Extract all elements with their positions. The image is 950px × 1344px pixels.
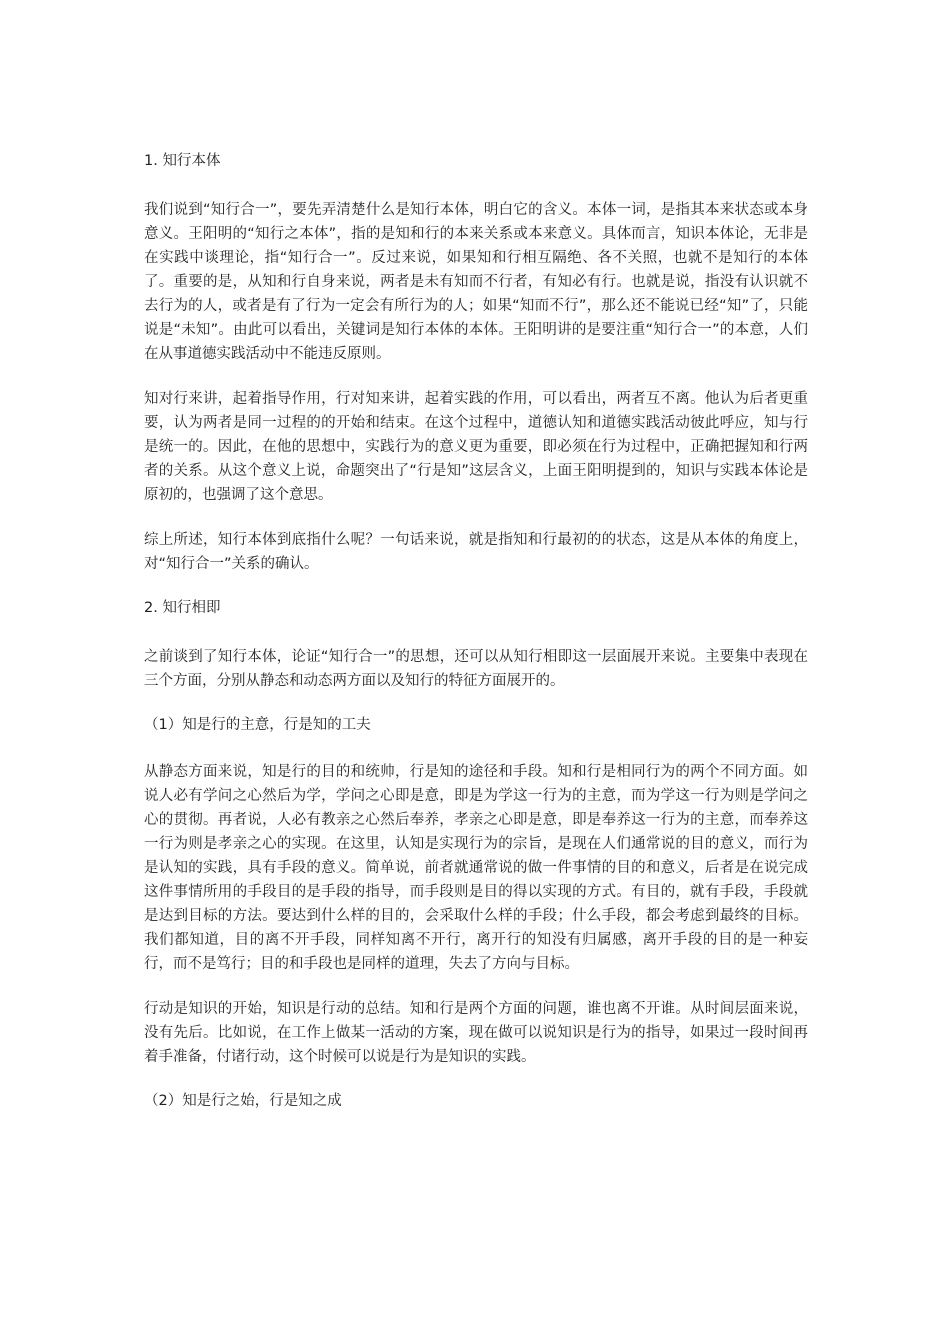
paragraph: 知对行来讲，起着指导作用，行对知来讲，起着实践的作用，可以看出，两者互不离。他认为后者更重要，认为两者是同一过程的的开始和结束。在这个过程中，道德认知和道德实践活动彼此呼应，知与行是统一的。因此，在他的思想中，实践行为的意义更为重要，即必须在行为过程中，正确把握知和行两者的关系。从这个意义上说，命题突出了“行是知”这层含义，上面王阳明提到的，知识与实践本体论是原初的，也强调了这个意思。 (144, 391, 808, 503)
paragraph: 综上所述，知行本体到底指什么呢？一句话来说，就是指知和行最初的的状态，这是从本体的角度上，对“知行合一”关系的确认。 (144, 532, 808, 572)
paragraph: 行动是知识的开始，知识是行动的总结。知和行是两个方面的问题，谁也离不开谁。从时间层面来说，没有先后。比如说，在工作上做某一活动的方案，现在做可以说知识是行为的指导，如果过一段时间再着手准备，付诸行动，这个时候可以说是行为是知识的实践。 (144, 1001, 808, 1065)
section-heading-2: 2. 知行相即 (144, 600, 221, 616)
subsection-title-2: （2）知是行之始，行是知之成 (144, 1093, 342, 1109)
subsection-title-1: （1）知是行的主意，行是知的工夫 (144, 717, 371, 733)
paragraph: 之前谈到了知行本体，论证“知行合一”的思想，还可以从知行相即这一层面展开来说。主要集中表现在三个方面，分别从静态和动态两方面以及知行的特征方面展开的。 (144, 649, 808, 689)
section-heading-1: 1. 知行本体 (144, 153, 221, 169)
paragraph: 我们说到“知行合一”，要先弄清楚什么是知行本体，明白它的含义。本体一词，是指其本来状态或本身意义。王阳明的“知行之本体”，指的是知和行的本来关系或本来意义。具体而言，知识本体论，无非是在实践中谈理论，指“知行合一”。反过来说，如果知和行相互隔绝、各不关照，也就不是知行的本体了。重要的是，从知和行自身来说，两者是未有知而不行者，有知必有行。也就是说，指没有认识就不去行为的人，或者是有了行为一定会有所行为的人；如果“知而不行”，那么还不能说已经“知”了，只能说是“未知”。由此可以看出，关键词是知行本体的本体。王阳明讲的是要注重“知行合一”的本意，人们在从事道德实践活动中不能违反原则。 (144, 202, 808, 362)
paragraph: 从静态方面来说，知是行的目的和统帅，行是知的途径和手段。知和行是相同行为的两个不同方面。如说人必有学问之心然后为学，学问之心即是意，即是为学这一行为的主意，而为学这一行为则是学问之心的贯彻。再者说，人必有教亲之心然后奉养，孝亲之心即是意，即是奉养这一行为的主意，而奉养这一行为则是孝亲之心的实现。在这里，认知是实现行为的宗旨，是现在人们通常说的目的意义，而行为是认知的实践，具有手段的意义。简单说，前者就通常说的做一件事情的目的和意义，后者是在说完成这件事情所用的手段目的是手段的指导，而手段则是目的得以实现的方式。有目的，就有手段，手段就是达到目标的方法。要达到什么样的目的，会采取什么样的手段；什么手段，都会考虑到最终的目标。我们都知道，目的离不开手段，同样知离不开行，离开行的知没有归属感，离开手段的目的是一种妄行，而不是笃行；目的和手段也是同样的道理，失去了方向与目标。 (144, 764, 808, 972)
document-body (144, 150, 808, 1136)
